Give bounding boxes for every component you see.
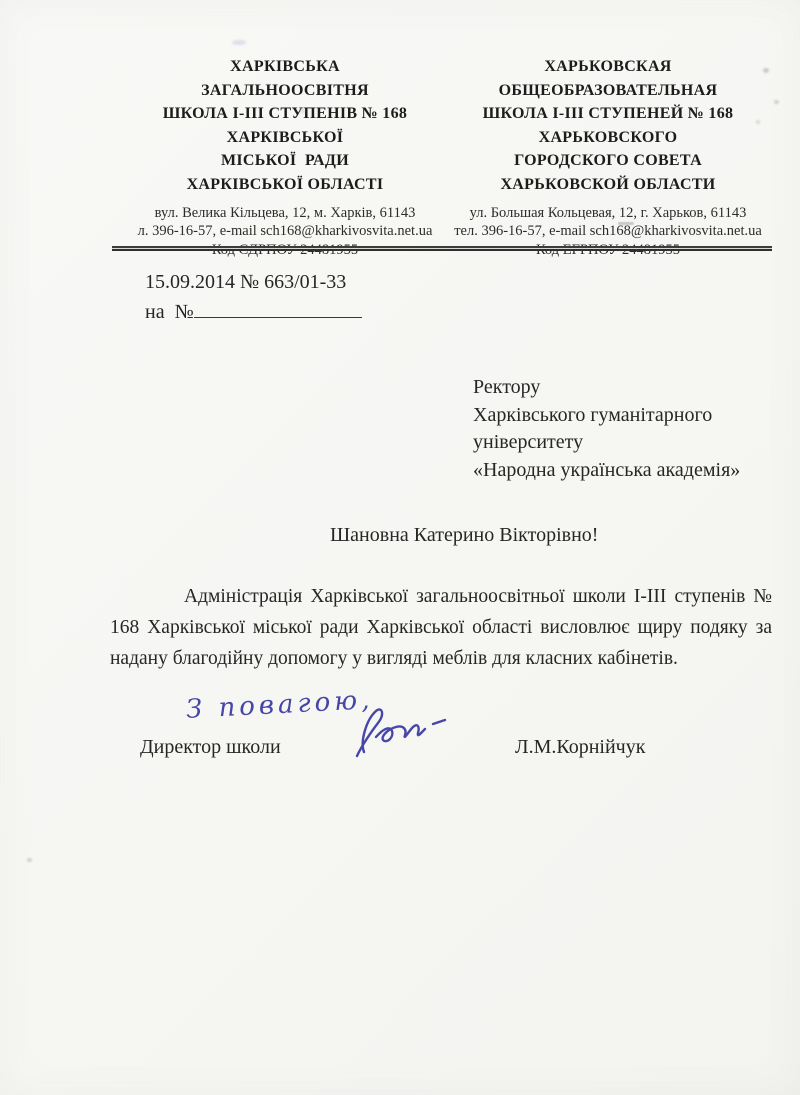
letterhead-divider-rule [112,246,772,251]
org-name-uk-line: ШКОЛА І-ІІІ СТУПЕНІВ № 168 [162,105,408,123]
org-name-uk-line: ЗАГАЛЬНООСВІТНЯ [201,81,369,99]
org-name-ru-line: ГОРОДСКОГО СОВЕТА [514,152,702,170]
org-name-uk-line: ХАРКІВСЬКА [230,58,340,75]
recipient-line: університету [473,431,584,453]
scan-speckle [27,858,32,862]
org-name-ru-line: ХАРЬКОВСКОГО [538,128,678,146]
signature-stroke [348,700,458,768]
org-name-ru [438,55,778,197]
reply-number-line [145,296,362,326]
org-address-ru-line: ул. Большая Кольцевая, 12, г. Харьков, 61143 [469,204,747,221]
org-address-uk-line: вул. Велика Кільцева, 12, м. Харків, 61143 [154,204,416,221]
reply-number-label: на № [145,301,194,323]
scan-speckle [232,40,246,45]
org-name-uk-line: ХАРКІВСЬКОЇ [226,128,344,146]
recipient-block [473,374,740,484]
org-name-ru-line: ОБЩЕОБРАЗОВАТЕЛЬНАЯ [498,81,718,99]
org-name-ru-line: ШКОЛА І-ІІІ СТУПЕНЕЙ № 168 [482,105,734,123]
recipient-line: Харківського гуманітарного [473,403,713,426]
letterhead-russian [438,55,778,259]
recipient-line: Ректору [473,376,541,398]
outgoing-date-number: 15.09.2014 № 663/01-33 [145,271,347,293]
signer-position: Директор школи [140,736,281,758]
recipient-line: «Народна українська академія» [473,458,741,481]
handwritten-closing: З повагою, [185,685,375,725]
signer-name: Л.М.Корнійчук [515,736,646,758]
letterhead-ukrainian [100,55,470,259]
org-name-ru-line: ХАРЬКОВСКОЙ ОБЛАСТИ [500,175,716,193]
org-name-uk-line: МІСЬКОЇ РАДИ [221,152,349,170]
letter-body: Адміністрація Харківської загальноосвітньої школи І-ІІІ ступенів № 168 Харківської міської ради Харківської області висловлює щиру подяку за надану благодійну допомогу у вигляді меблів для класних кабінетів. [110,586,772,669]
org-name-uk [100,55,470,197]
org-address-ru-line: тел. 396-16-57, e-mail sch168@kharkivosvita.net.ua [454,223,762,240]
org-name-uk-line: ХАРКІВСЬКОЇ ОБЛАСТІ [186,175,384,193]
salutation: Шановна Катерино Вікторівно! [330,524,599,546]
reply-number-blank [194,296,362,318]
org-address-uk-line: л. 396-16-57, e-mail sch168@kharkivosvita.net.ua [137,223,433,240]
reference-block [145,269,362,326]
org-name-ru-line: ХАРЬКОВСКАЯ [544,58,672,75]
